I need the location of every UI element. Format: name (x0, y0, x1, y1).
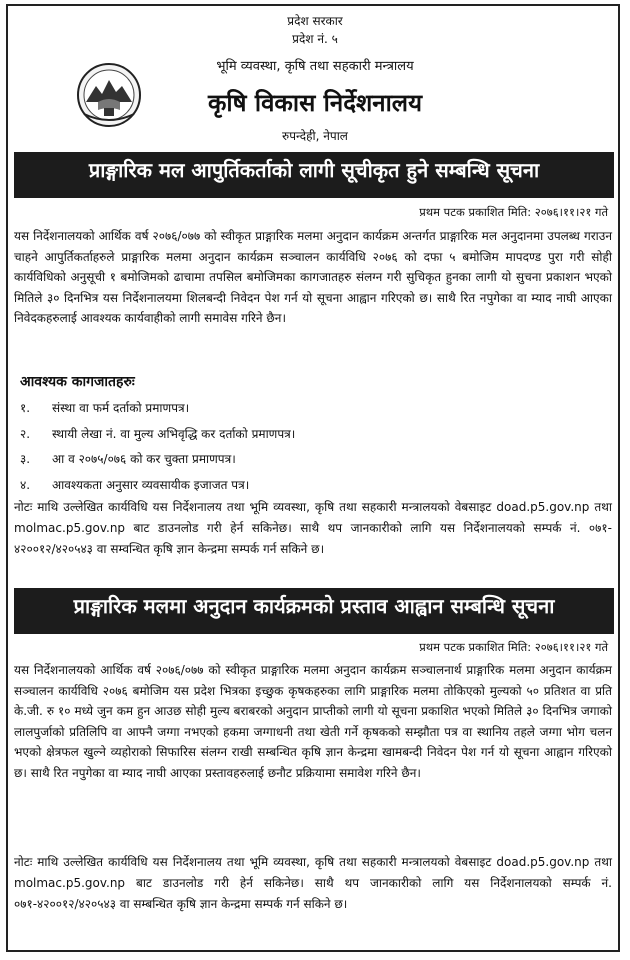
document-item (20, 396, 295, 422)
notice1-body: यस निर्देशनालयको आर्थिक वर्ष २०७६/०७७ को स्वीकृत प्राङ्गारिक मलमा अनुदान कार्यक्रम अन्तर्गत प्राङ्गारिक मल अनुदानमा उपलब्ध गराउन चाहने आपुर्तिकर्ताहरुले प्राङ्गारिक मलमा अनुदान कार्यक्रम सञ्चालन कार्यविधि २०७६ को दफा ५ बमोजिम मापदण्ड पुरा गरी सोही कार्यविधिको अनुसूची १ बमोजिमको ढाचामा तपसिल बमोजिमका कागजातहरु संलग्न गरी सुचिकृत हुनका लागी यो सुचना प्रकाशन भएको मितिले ३० दिनभित्र यस निर्देशनालयमा शिलबन्दी निवेदन पेश गर्न यो सूचना आह्वान गरिएको छ। साथै रित नपुगेका वा म्याद नाघी आएका निवेदकहरुलाई आवश्यक कार्यवाहीको लागी समावेस गरिने छैन। (14, 229, 612, 326)
document-number: ४. (20, 477, 31, 492)
documents-list (20, 396, 295, 498)
notice1-publish-date: प्रथम पटक प्रकाशित मिति: २०७६।११।२१ गते (419, 205, 608, 219)
notice2-publish-date: प्रथम पटक प्रकाशित मिति: २०७६।११।२१ गते (419, 640, 608, 654)
document-number: ३. (20, 452, 31, 466)
documents-heading: आवश्यक कागजातहरुः (20, 374, 135, 390)
document-text: संस्था वा फर्म दर्ताको प्रमाणपत्र। (52, 401, 190, 415)
header-ministry: भूमि व्यवस्था, कृषि तथा सहकारी मन्त्रालय (216, 59, 414, 74)
document-number: १. (20, 401, 31, 415)
header-province: प्रदेश नं. ५ (292, 32, 338, 46)
document-item (20, 473, 295, 499)
notice2-body: यस निर्देशनालयको आर्थिक वर्ष २०७६/०७७ को स्वीकृत प्राङ्गारिक मलमा अनुदान कार्यक्रम सञ्चालनार्थ प्राङ्गारिक मलमा अनुदान कार्यक्रम सञ्चालन कार्यविधि २०७६ बमोजिम यस प्रदेश भित्रका इच्छुक कृषकहरुका लागि प्राङ्गारिक मलमा तोकिएको मुल्यको ५० प्रतिशत वा प्रति के.जी. रु १० मध्ये जुन कम हुन आउछ सोही मुल्य बराबरको अनुदान प्राप्तीको लागी यो सूचना प्रकाशित भएको मितिले ३० दिनभित्र जगाको लालपुर्जाको प्रतिलिपि वा आफ्नै जग्गा नभएको हकमा जग्गाधनी तथा खेती गर्ने कृषकको सम्झौता पत्र वा स्थानिय तहले जग्गा भोग चलन भएको क्षेत्रफल खुल्ने व्यहोराको सिफारिस संलग्न राखी सम्बन्धित कृषि ज्ञान केन्द्रमा खामबन्दी निवेदन पेश गर्न यो सूचना आह्वान गरिएको छ। साथै रित नपुगेका वा म्याद नाघी आएका प्रस्तावहरुलाई छनौट प्रक्रियामा समावेश गरिने छैन। (14, 663, 612, 780)
header-government: प्रदेश सरकार (287, 14, 343, 28)
document-item (20, 422, 295, 448)
notice1-note: नोटः माथि उल्लेखित कार्यविधि यस निर्देशनालय तथा भूमि व्यवस्था, कृषि तथा सहकारी मन्त्रालयको वेबसाइट doad.p5.gov.np तथा molmac.p5.gov.np बाट डाउनलोड गरी हेर्न सकिनेछ। साथै थप जानकारीको लागि यस निर्देशनालयको सम्पर्क नं. ०७१- ४२००१२/४२०५४३ वा सम्वन्धित कृषि ज्ञान केन्द्रमा सम्पर्क गर्न सकिने छ। (14, 500, 612, 556)
document-number: २. (20, 426, 31, 441)
document-text: आवश्यकता अनुसार व्यवसायीक इजाजत पत्र। (52, 477, 250, 492)
document-text: आ व २०७५/०७६ को कर चुक्ता प्रमाणपत्र। (52, 452, 236, 466)
notice2-note: नोटः माथि उल्लेखित कार्यविधि यस निर्देशनालय तथा भूमि व्यवस्था, कृषि तथा सहकारी मन्त्रालयको वेबसाइट doad.p5.gov.np तथा molmac.p5.gov.np बाट डाउनलोड गरी हेर्न सकिनेछ। साथै थप जानकारीको लागि यस निर्देशनालयको सम्पर्क नं. ०७१-४२००१२/४२०५४३ वा सम्बन्धित कृषि ज्ञान केन्द्रमा सम्पर्क गर्न सकिने छ। (14, 855, 612, 911)
directorate-title: कृषि विकास निर्देशनालय (208, 89, 422, 117)
document-text: स्थायी लेखा नं. वा मुल्य अभिवृद्धि कर दर्ताको प्रमाणपत्र। (52, 426, 296, 441)
notice1-title: प्राङ्गारिक मल आपुर्तिकर्ताको लागी सूचीकृत हुने सम्बन्धि सूचना (14, 152, 614, 198)
notice2-title: प्राङ्गारिक मलमा अनुदान कार्यक्रमको प्रस्ताव आह्वान सम्बन्धि सूचना (14, 588, 614, 634)
header-location: रुपन्देही, नेपाल (282, 129, 348, 143)
document-item (20, 447, 295, 473)
